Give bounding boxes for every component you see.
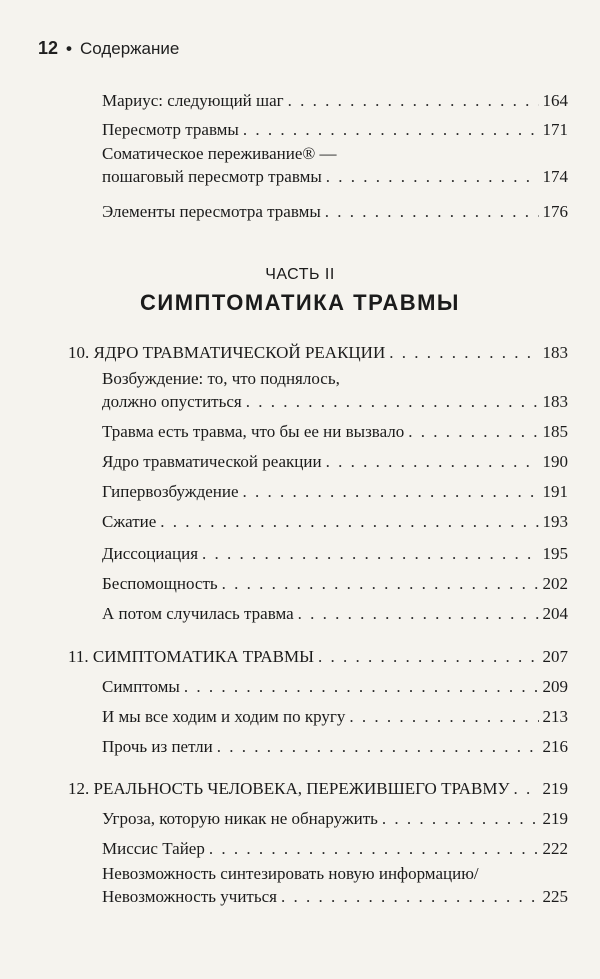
header-title: Содержание [79,39,180,58]
toc-page-number: 191 [542,482,568,501]
toc-entry [102,862,568,908]
toc-entry-title: И мы все ходим и ходим по кругу [102,707,346,726]
toc-entry-title: пошаговый пересмотр травмы [102,167,322,186]
toc-entry-line [102,142,568,165]
toc-entry-title: 11. СИМПТОМАТИКА ТРАВМЫ [68,647,314,666]
toc-entry [102,705,568,728]
dot-leader [288,89,539,112]
toc-page-number: 185 [542,422,568,441]
toc-entry-title: Невозможность синтезировать новую информацию/ [102,864,479,883]
toc-entry [102,510,568,533]
toc-page-number: 193 [542,512,568,531]
toc-entry-line [68,341,568,364]
dot-leader [382,807,539,830]
toc-entry-line [102,367,568,390]
toc-entry-line [102,837,568,860]
part-title: СИМПТОМАТИКА ТРАВМЫ [140,290,460,315]
toc-entry-title: Миссис Тайер [102,839,205,858]
dot-leader [243,118,539,141]
toc-entry-title: должно опуститься [102,392,242,411]
toc-page-number: 222 [542,839,568,858]
toc-entry [102,450,568,473]
toc-page-number: 202 [542,574,568,593]
toc-page-number: 219 [542,779,568,798]
toc-page-number: 209 [542,677,568,696]
toc-entry-title: Угроза, которую никак не обнаружить [102,809,378,828]
toc-entry [102,735,568,758]
header-separator: • [66,39,72,58]
dot-leader [326,450,539,473]
toc-entry [102,542,568,565]
dot-leader [298,602,539,625]
toc-entry [102,142,568,188]
dot-leader [349,705,538,728]
toc-entry [102,602,568,625]
toc-page-number: 216 [542,737,568,756]
toc-entry [102,89,568,112]
toc-page-number: 164 [542,91,568,110]
dot-leader [209,837,539,860]
toc-entry-line [102,885,568,908]
dot-leader [243,480,539,503]
toc-entry-title: Невозможность учиться [102,887,277,906]
toc-entry-title: Пересмотр травмы [102,120,239,139]
toc-entry-title: Мариус: следующий шаг [102,91,284,110]
toc-entry-title: 10. ЯДРО ТРАВМАТИЧЕСКОЙ РЕАКЦИИ [68,343,386,362]
toc-entry-line [102,118,568,141]
dot-leader [318,645,539,668]
dot-leader [281,885,539,908]
toc-chapter-entry [68,777,568,800]
toc-entry-line [102,165,568,188]
toc-entry [102,807,568,830]
toc-entry [102,118,568,141]
toc-entry-line [102,542,568,565]
toc-entry-title: Сжатие [102,512,157,531]
dot-leader [389,341,538,364]
toc-entry [102,837,568,860]
toc-page-number: 225 [542,887,568,906]
toc-entry-line [102,675,568,698]
dot-leader [160,510,538,533]
toc-page-number: 204 [542,604,568,623]
toc-entry-line [102,735,568,758]
toc-page-number: 183 [542,392,568,411]
toc-entry-line [102,602,568,625]
toc-entry-line [68,777,568,800]
toc-entry-title: Ядро травматической реакции [102,452,322,471]
dot-leader [217,735,539,758]
toc-chapter-entry [68,341,568,364]
toc-entry [102,420,568,443]
part-label: ЧАСТЬ II [265,266,335,283]
toc-entry-line [102,390,568,413]
toc-page-number: 176 [542,202,568,221]
toc-entry-title: Прочь из петли [102,737,213,756]
dot-leader [514,777,539,800]
toc-entry-line [102,572,568,595]
toc-entry-title: Симптомы [102,677,180,696]
toc-entry-title: Возбуждение: то, что поднялось, [102,369,340,388]
toc-page-number: 207 [542,647,568,666]
toc-entry-line [102,450,568,473]
toc-entry-line [102,420,568,443]
toc-page-number: 183 [542,343,568,362]
toc-entry [102,675,568,698]
dot-leader [184,675,539,698]
toc-entry-title: 12. РЕАЛЬНОСТЬ ЧЕЛОВЕКА, ПЕРЕЖИВШЕГО ТРАВМУ [68,779,510,798]
toc-entry-line [68,645,568,668]
toc-page-number: 171 [542,120,568,139]
toc-entry-line [102,200,568,223]
dot-leader [408,420,538,443]
toc-entry-line [102,862,568,885]
toc-entry-title: А потом случилась травма [102,604,294,623]
toc-entry-title: Гипервозбуждение [102,482,239,501]
toc-entry-title: Беспомощность [102,574,218,593]
dot-leader [326,165,539,188]
toc-page-number: 213 [542,707,568,726]
toc-entry [102,480,568,503]
toc-entry-line [102,705,568,728]
dot-leader [246,390,539,413]
toc-page-number: 195 [542,544,568,563]
toc-page-number: 190 [542,452,568,471]
dot-leader [222,572,539,595]
toc-entry-line [102,807,568,830]
toc-entry-line [102,480,568,503]
toc-entry [102,367,568,413]
toc-page-number: 219 [542,809,568,828]
dot-leader [202,542,538,565]
toc-entry-title: Соматическое переживание® — [102,144,337,163]
toc-entry-title: Диссоциация [102,544,199,563]
toc-entry-line [102,510,568,533]
toc-entry [102,200,568,223]
page-number: 12 [38,38,59,58]
toc-entry-title: Травма есть травма, что бы ее ни вызвало [102,422,405,441]
dot-leader [325,200,539,223]
toc-page-number: 174 [542,167,568,186]
toc-chapter-entry [68,645,568,668]
toc-entry-title: Элементы пересмотра травмы [102,202,321,221]
toc-entry [102,572,568,595]
toc-entry-line [102,89,568,112]
